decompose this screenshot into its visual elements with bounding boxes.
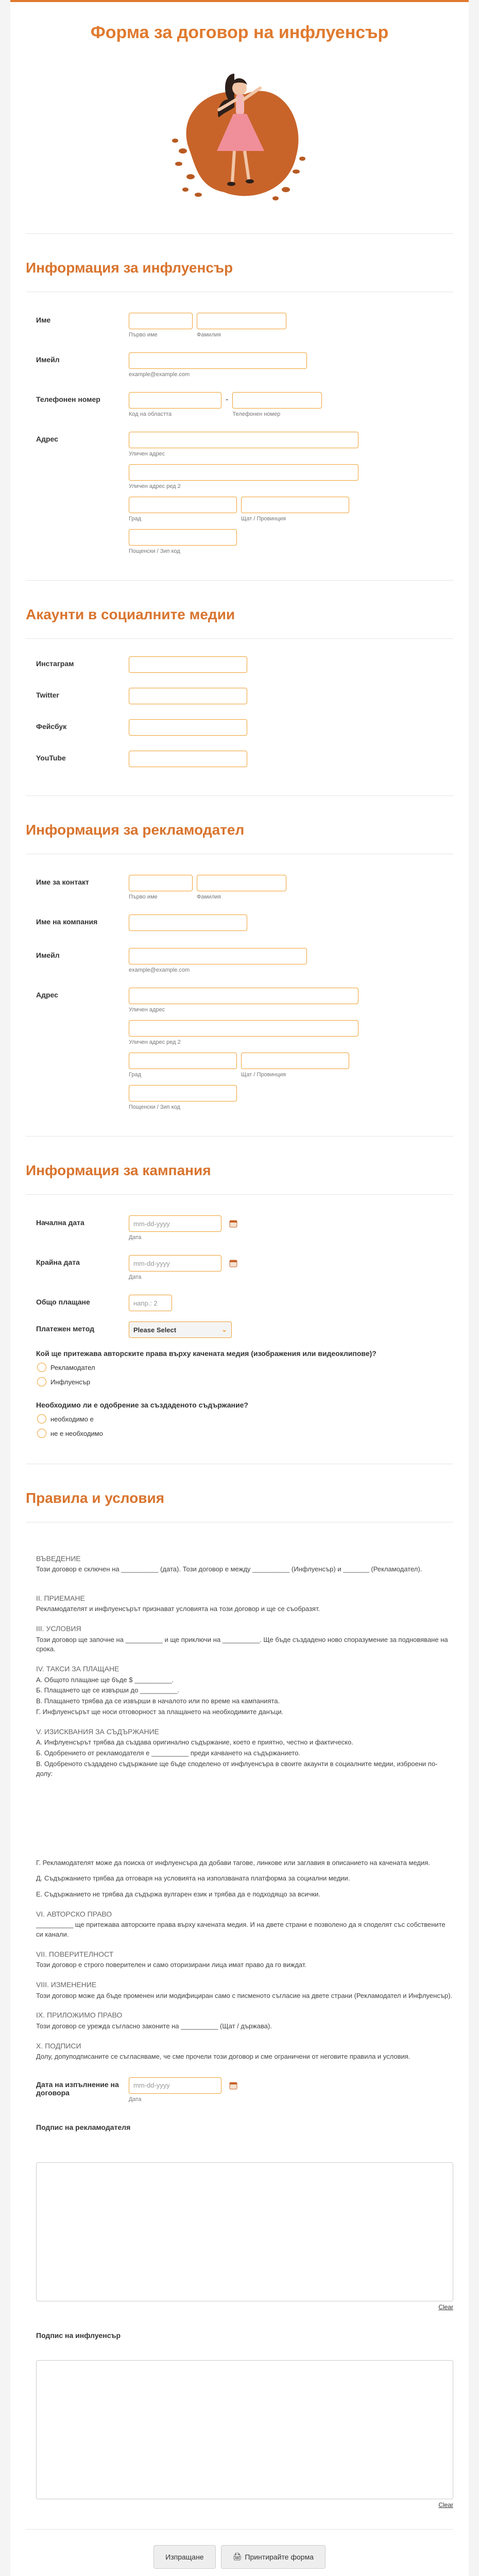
start-date-field: [10, 1215, 469, 1241]
instagram-field: [10, 656, 469, 675]
advertiser-first-name-input[interactable]: [129, 875, 193, 891]
calendar-icon[interactable]: [229, 1219, 238, 1228]
advertiser-email-input[interactable]: [129, 948, 307, 964]
adv-zip-sublabel: Пощенски / Зип код: [129, 1104, 180, 1110]
payment-method-field: [10, 1321, 469, 1338]
social-heading: Акаунти в социалните медии: [26, 606, 235, 622]
adv-email-sublabel: example@example.com: [129, 967, 190, 973]
influencer-name-label: Име: [36, 316, 51, 324]
social-section-header: [26, 580, 453, 639]
facebook-label: Фейсбук: [36, 722, 67, 731]
advertiser-contact-field: [10, 875, 469, 900]
street-sublabel: Уличен адрес: [129, 451, 165, 457]
terms-p4b: Б. Плащането ще се извърши до __________.: [36, 1686, 179, 1694]
terms-body: [10, 1553, 469, 2062]
copyright-option-label: Инфлуенсър: [50, 1378, 91, 1386]
terms-p5b: Б. Одобрението от рекламодателя е __________ преди качването на съдържанието.: [36, 1749, 300, 1757]
influencer-city-input[interactable]: [129, 497, 237, 513]
calendar-icon[interactable]: [229, 1259, 238, 1268]
approval-option-label: необходимо е: [50, 1415, 94, 1423]
influencer-heading: Информация за инфлуенсър: [26, 260, 233, 276]
terms-h8: VIII. ИЗМЕНЕНИЕ: [36, 1980, 97, 1989]
approval-question: Необходимо ли е одобрение за създаденото съдържание?: [36, 1401, 248, 1409]
state-sublabel: Щат / Провинция: [241, 516, 286, 522]
company-name-field: [10, 914, 469, 934]
payment-method-label: Платежен метод: [36, 1325, 94, 1333]
approval-option-required[interactable]: [10, 1414, 469, 1423]
start-date-input[interactable]: mm-dd-yyyy: [129, 1215, 221, 1232]
twitter-input[interactable]: [129, 688, 247, 704]
chevron-down-icon: ⌄: [221, 1326, 227, 1333]
terms-p4c: В. Плащането трябва да се извърши в началото или по време на кампанията.: [36, 1697, 280, 1705]
influencer-zip-input[interactable]: [129, 529, 237, 546]
form-footer: [26, 2529, 453, 2569]
terms-p3: Този договор ще започне на __________ и ще приключи на __________. Ще бъде създадено ново споразумение за подновяване на срока.: [36, 1635, 448, 1653]
influencer-email-input[interactable]: [129, 352, 307, 369]
terms-h5: V. ИЗИСКВАНИЯ ЗА СЪДЪРЖАНИЕ: [36, 1727, 159, 1736]
area-code-input[interactable]: [129, 392, 221, 409]
terms-heading: Правила и условия: [26, 1490, 165, 1506]
phone-number-input[interactable]: [232, 392, 322, 409]
payment-method-select[interactable]: [129, 1321, 232, 1338]
terms-p4a: А. Общото плащане ще бъде $ __________.: [36, 1675, 174, 1684]
advertiser-signature-pad[interactable]: [36, 2162, 453, 2301]
execution-date-sublabel: Дата: [129, 2096, 142, 2103]
terms-h6: VI. АВТОРСКО ПРАВО: [36, 1910, 112, 1919]
advertiser-street-input[interactable]: [129, 988, 358, 1004]
advertiser-section-header: [26, 795, 453, 854]
terms-h10: X. ПОДПИСИ: [36, 2041, 81, 2050]
influencer-street-input[interactable]: [129, 432, 358, 448]
terms-section-header: [26, 1464, 453, 1522]
copyright-option-label: Рекламодател: [50, 1363, 95, 1371]
advertiser-signature-label: Подпис на рекламодателя: [36, 2123, 131, 2131]
advertiser-state-input[interactable]: [241, 1053, 349, 1069]
influencer-email-label: Имейл: [36, 355, 60, 364]
clear-advertiser-signature-link[interactable]: Clear: [438, 2303, 453, 2311]
execution-date-label: Дата на изпълнение на договора: [36, 2080, 119, 2097]
youtube-input[interactable]: [129, 751, 247, 767]
terms-h9: IX. ПРИЛОЖИМО ПРАВО: [36, 2011, 123, 2020]
terms-p5e: Д. Съдържанието трябва да отговаря на условията на използваната платформа за социални медии.: [36, 1874, 350, 1883]
email-sublabel: example@example.com: [129, 371, 190, 378]
end-date-field: [10, 1255, 469, 1280]
city-sublabel: Град: [129, 516, 141, 522]
influencer-state-input[interactable]: [241, 497, 349, 513]
approval-option-label: не е необходимо: [50, 1429, 103, 1437]
terms-p5d: Г. Рекламодателят може да поиска от инфлуенсъра да добави тагове, линкове или заглавия в описанието на качената медия.: [36, 1858, 430, 1867]
terms-p5f: Е. Съдържанието не трябва да съдържа вулгарен език и трябва да е подходящо за всички.: [36, 1890, 320, 1899]
total-payment-input[interactable]: напр.: 2: [129, 1295, 172, 1311]
end-date-sublabel: Дата: [129, 1274, 142, 1280]
adv-street2-sublabel: Уличен адрес ред 2: [129, 1039, 181, 1045]
printer-icon: 🖨: [232, 2552, 242, 2561]
execution-date-field: [10, 2077, 469, 2103]
radio-circle[interactable]: [37, 1414, 46, 1423]
influencer-section-header: [26, 233, 453, 292]
terms-p10: Долу, допуподписаните се съгласяваме, че сме прочели този договор и сме ограничени от неговите правила и условия.: [36, 2052, 410, 2060]
terms-h3: III. УСЛОВИЯ: [36, 1624, 81, 1633]
advertiser-heading: Информация за рекламодател: [26, 822, 245, 838]
influencer-first-name-input[interactable]: [129, 313, 193, 329]
terms-h1: ВЪВЕДЕНИЕ: [36, 1554, 81, 1563]
radio-circle[interactable]: [37, 1429, 46, 1438]
radio-circle[interactable]: [37, 1363, 46, 1372]
form-title: Форма за договор на инфлуенсър: [90, 23, 389, 42]
adv-city-sublabel: Град: [129, 1072, 141, 1078]
copyright-option-advertiser[interactable]: [10, 1363, 469, 1372]
terms-p5a: А. Инфлуенсърът трябва да създава оригинално съдържание, което е приятно, честно и фактическо.: [36, 1738, 353, 1747]
adv-street-sublabel: Уличен адрес: [129, 1007, 165, 1013]
adv-last-sublabel: Фамилия: [197, 894, 221, 900]
influencer-signature-label: Подпис на инфлуенсър: [36, 2331, 121, 2340]
influencer-street2-input[interactable]: [129, 464, 358, 481]
terms-h4: IV. ТАКСИ ЗА ПЛАЩАНЕ: [36, 1665, 119, 1673]
facebook-field: [10, 719, 469, 738]
first-name-sublabel: Първо име: [129, 332, 158, 338]
copyright-question: Кой ще притежава авторските права върху качената медия (изображения или видеоклипове)?: [36, 1349, 377, 1358]
approval-option-not-required[interactable]: [10, 1429, 469, 1438]
adv-first-sublabel: Първо име: [129, 894, 158, 900]
phone-dash: -: [226, 395, 229, 404]
influencer-email-field: [10, 352, 469, 378]
advertiser-address-label: Адрес: [36, 991, 58, 999]
payment-method-value: Please Select: [133, 1326, 177, 1334]
last-name-sublabel: Фамилия: [197, 332, 221, 338]
advertiser-zip-input[interactable]: [129, 1085, 237, 1101]
influencer-signature-pad[interactable]: [36, 2360, 453, 2499]
instagram-input[interactable]: [129, 656, 247, 673]
end-date-input[interactable]: mm-dd-yyyy: [129, 1255, 221, 1272]
twitter-field: [10, 688, 469, 707]
company-name-input[interactable]: [129, 914, 247, 931]
company-name-label: Име на компания: [36, 918, 98, 926]
influencer-phone-field: [10, 392, 469, 417]
copyright-option-influencer[interactable]: [10, 1377, 469, 1386]
calendar-icon[interactable]: [229, 2081, 238, 2090]
terms-h7: VII. ПОВЕРИТЕЛНОСТ: [36, 1950, 114, 1959]
terms-p1: Този договор е сключен на __________ (дата). Този договор е между __________ (Инфлуенсър) и _______ (Рекламодател).: [36, 1565, 422, 1573]
influencer-name-field: [10, 313, 469, 338]
street2-sublabel: Уличен адрес ред 2: [129, 483, 181, 489]
influencer-phone-label: Телефонен номер: [36, 395, 100, 403]
terms-p9: Този договор се урежда съгласно законите на __________ (Щат / държава).: [36, 2022, 272, 2030]
influencer-last-name-input[interactable]: [197, 313, 286, 329]
influencer-address-field: [10, 432, 469, 554]
advertiser-last-name-input[interactable]: [197, 875, 286, 891]
adv-state-sublabel: Щат / Провинция: [241, 1072, 286, 1078]
advertiser-email-label: Имейл: [36, 951, 60, 959]
terms-p7: Този договор е строго поверителен и само оторизирани лица имат право да го виждат.: [36, 1961, 306, 1969]
start-date-label: Начална дата: [36, 1218, 84, 1227]
print-form-label: Принтирайте форма: [245, 2552, 314, 2561]
form-page: [10, 0, 469, 2576]
instagram-label: Инстаграм: [36, 659, 74, 668]
advertiser-street2-input[interactable]: [129, 1020, 358, 1037]
print-form-button[interactable]: [221, 2545, 326, 2569]
start-date-sublabel: Дата: [129, 1234, 142, 1241]
terms-p6: __________ ще притежава авторските права върху качената медия. И на двете страни е позволено да я споделят със собствените си канали.: [36, 1921, 446, 1939]
campaign-section-header: [26, 1136, 453, 1195]
phone-number-sublabel: Телефонен номер: [232, 411, 281, 417]
execution-date-input[interactable]: mm-dd-yyyy: [129, 2077, 221, 2094]
advertiser-address-field: [10, 988, 469, 1110]
youtube-label: YouTube: [36, 754, 66, 762]
advertiser-contact-label: Име за контакт: [36, 878, 89, 886]
terms-p5c: В. Одобреното създадено съдържание ще бъде споделено от инфлуенсъра в своите акаунти в социалните медии, изброени по-долу:: [36, 1759, 438, 1777]
total-payment-field: [10, 1295, 469, 1311]
terms-p4d: Г. Инфлуенсърът ще носи отговорност за плащането на необходимите данъци.: [36, 1708, 284, 1716]
terms-p8: Този договор може да бъде променен или модифициран само с писменото съгласие на двете страни (Рекламодател и Инфлуенсър).: [36, 1991, 453, 1999]
influencer-address-label: Адрес: [36, 435, 58, 443]
hero-illustration: [167, 63, 312, 218]
terms-h2: II. ПРИЕМАНЕ: [36, 1594, 85, 1603]
facebook-input[interactable]: [129, 719, 247, 736]
clear-influencer-signature-link[interactable]: Clear: [438, 2501, 453, 2509]
radio-circle[interactable]: [37, 1377, 46, 1386]
advertiser-email-field: [10, 948, 469, 973]
end-date-label: Крайна дата: [36, 1258, 80, 1266]
total-payment-label: Общо плащане: [36, 1298, 90, 1306]
advertiser-city-input[interactable]: [129, 1053, 237, 1069]
zip-sublabel: Пощенски / Зип код: [129, 548, 180, 554]
youtube-field: [10, 751, 469, 770]
submit-button[interactable]: Изпращане: [153, 2545, 215, 2569]
twitter-label: Twitter: [36, 691, 59, 699]
area-code-sublabel: Код на областта: [129, 411, 172, 417]
terms-p2: Рекламодателят и инфлуенсърът признават условията на този договор и ще се съобразят.: [36, 1605, 320, 1613]
campaign-heading: Информация за кампания: [26, 1162, 211, 1178]
